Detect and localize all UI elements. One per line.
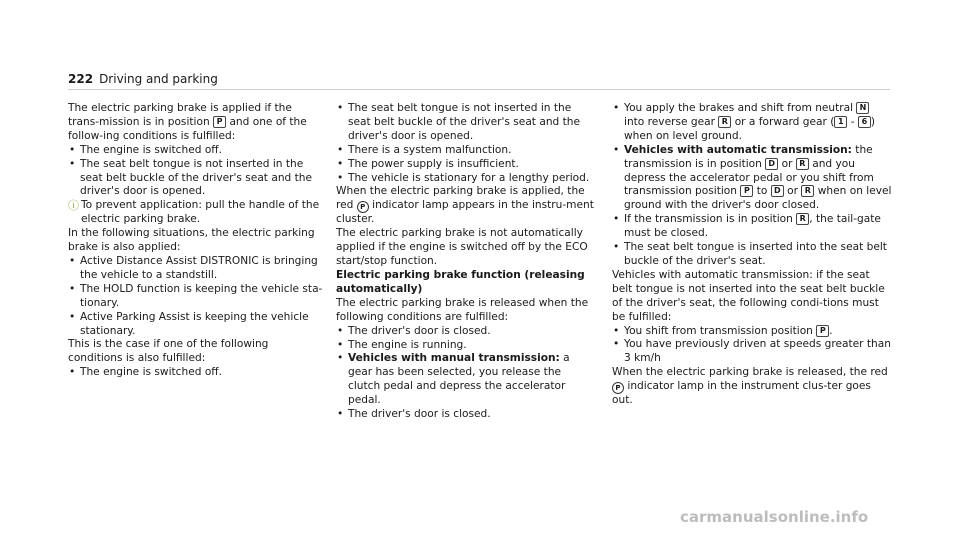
- list-item: • Vehicles with automatic transmission: the transmission is in position D or R and you depress the accelerator pedal or you shift from transmission position P to D or R when on level ground with the driver's door closed.: [612, 144, 892, 214]
- paragraph: This is the case if one of the following conditions is also fulfilled:: [68, 338, 269, 365]
- paragraph: The electric parking brake is not automatically applied if the engine is switched off by the ECO start/stop function.: [336, 227, 588, 268]
- note: ⓘ To prevent application: pull the handle of the electric parking brake.: [68, 199, 320, 226]
- intro-paragraph: The electric parking brake is applied if the trans-mission is in position P and one of the follow-ing conditions is fulfilled:: [68, 102, 307, 142]
- section-heading: Electric parking brake function (releasing automatically): [336, 268, 585, 295]
- list-item: • Active Parking Assist is keeping the vehicle stationary.: [68, 311, 326, 339]
- section-title: Driving and parking: [99, 72, 218, 86]
- page-header: [68, 72, 218, 86]
- column-1: [68, 102, 326, 380]
- list-item: • You apply the brakes and shift from neutral N into reverse gear R or a forward gear ( 1 - 6 ) when on level ground.: [612, 102, 892, 144]
- list-item: • The seat belt tongue is inserted into the seat belt buckle of the driver's seat.: [612, 241, 892, 269]
- list-item: • The seat belt tongue is not inserted in the seat belt buckle of the driver's seat and the driver's door is opened.: [336, 102, 594, 144]
- list-item: • The vehicle is stationary for a lengthy period.: [336, 172, 594, 186]
- paragraph: When the electric parking brake is applied, the red P indicator lamp appears in the instru-ment cluster.: [336, 185, 594, 226]
- column-3: [612, 102, 892, 408]
- page-number: 222: [68, 72, 94, 86]
- list-item: • The engine is switched off.: [68, 366, 326, 380]
- list-item: • The power supply is insufficient.: [336, 158, 594, 172]
- parking-brake-lamp-icon: P: [612, 382, 624, 394]
- list-item: • You have previously driven at speeds greater than 3 km/h: [612, 338, 892, 366]
- info-icon: ⓘ: [68, 199, 79, 213]
- list-item: • The driver's door is closed.: [336, 408, 594, 422]
- list-item: • The seat belt tongue is not inserted in the seat belt buckle of the driver's seat and the driver's door is opened.: [68, 158, 326, 200]
- paragraph: In the following situations, the electric parking brake is also applied:: [68, 227, 315, 254]
- watermark: carmanualsonline.info: [680, 508, 869, 526]
- list-item: • The engine is running.: [336, 339, 594, 353]
- list-item: • Vehicles with manual transmission: a gear has been selected, you release the clutch pedal and depress the accelerator pedal.: [336, 352, 594, 408]
- header-rule: [68, 89, 890, 90]
- list-item: • You shift from transmission position P .: [612, 325, 892, 339]
- paragraph: When the electric parking brake is released, the red P indicator lamp in the instrument clus-ter goes out.: [612, 366, 888, 407]
- list-item: • If the transmission is in position R , the tail-gate must be closed.: [612, 213, 892, 241]
- list-item: • There is a system malfunction.: [336, 144, 594, 158]
- paragraph: Vehicles with automatic transmission: if the seat belt tongue is not inserted into the seat belt buckle of the driver's seat, the following condi-tions must be fulfilled:: [612, 268, 885, 323]
- list-item: • The HOLD function is keeping the vehicle sta-tionary.: [68, 283, 326, 311]
- column-2: [336, 102, 594, 422]
- list-item: • Active Distance Assist DISTRONIC is bringing the vehicle to a standstill.: [68, 255, 326, 283]
- parking-brake-lamp-icon: P: [357, 201, 369, 213]
- list-item: • The driver's door is closed.: [336, 325, 594, 339]
- paragraph: The electric parking brake is released when the following conditions are fulfilled:: [336, 296, 589, 323]
- list-item: • The engine is switched off.: [68, 144, 326, 158]
- gear-p-key: P: [213, 116, 226, 128]
